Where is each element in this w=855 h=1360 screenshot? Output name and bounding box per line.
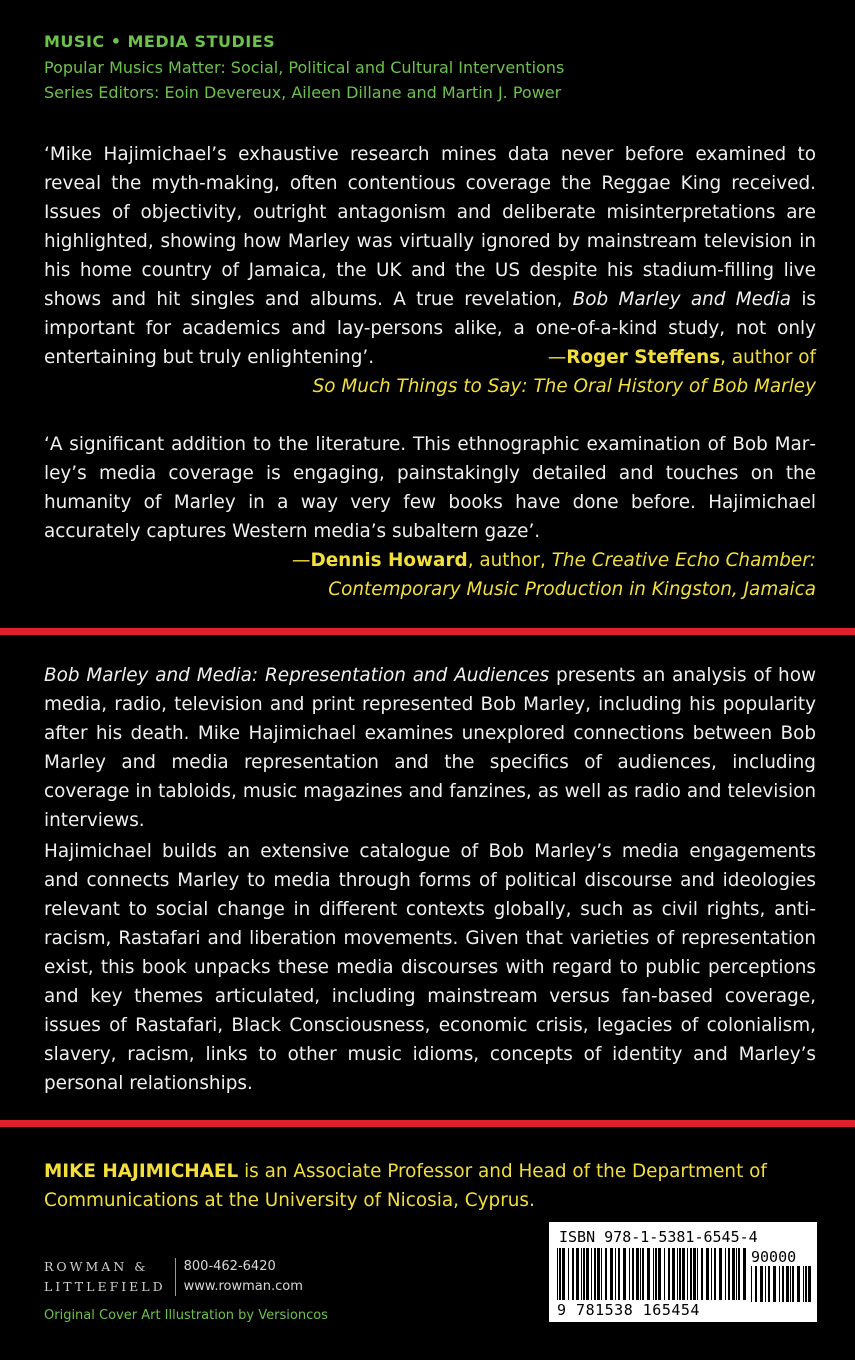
- ean-digits: 9 781538 165454: [557, 1301, 700, 1319]
- ean-barcode-bars: [557, 1248, 747, 1300]
- endorser-name: Dennis Howard: [310, 550, 468, 571]
- red-divider: [0, 628, 855, 635]
- series-header: [44, 32, 824, 105]
- description-paragraph-1: Bob Marley and Media: Representation and Audiences presents an analysis of how media, radio, television and print represented Bob Marley, including his popularity after his death. Mike Hajimichael examines unexplored connections between Bob Marley and media representation and the specifics of audiences, including coverage in tabloids, music magazines and fanzines, as well as radio and television interviews.: [44, 665, 816, 831]
- endorsement-howard: [44, 430, 816, 604]
- red-divider: [0, 1120, 855, 1127]
- endorsement-text: ‘Mike Hajimichael’s exhaustive research mines data never before examined to reveal the myth-making, often contentious coverage the Reggae King received. Issues of objectivity, outright antagonism and deliberate misinterpretations are highlighted, showing how Marley was virtually ignored by mainstream television in his home country of Jamaica, the UK and the US despite his stadium-filling live shows and hit singles and albums. A true revelation, Bob Marley and Media is important for academics and lay-persons alike, a one-of-a-kind study, not only entertaining but truly enlightening’.: [44, 144, 817, 368]
- publisher-contact: [184, 1257, 303, 1297]
- description-paragraph-2: Hajimichael builds an extensive catalogue of Bob Marley’s media engagements and connects Marley to media through forms of political discourse and ideologies relevant to social change in different contexts globally, such as civil rights, anti-racism, Rastafari and liberation movements. Given that varieties of representation exist, this book unpacks these media discourses with regard to public perceptions and key themes articulated, including mainstream versus fan-based coverage, issues of Rastafari, Black Consciousness, economic crisis, legacies of colonialism, slavery, racism, links to other music idioms, concepts of identity and Marley’s personal relationships.: [44, 841, 816, 1094]
- publisher-block: [44, 1256, 303, 1298]
- price-barcode-bars: [751, 1266, 811, 1302]
- price-code: 90000: [751, 1248, 797, 1266]
- publisher-logo: ROWMAN & LITTLEFIELD: [44, 1259, 166, 1294]
- cover-art-credit: Original Cover Art Illustration by Versioncos: [44, 1308, 328, 1323]
- endorser-name: Roger Steffens: [566, 347, 721, 368]
- isbn-text: ISBN 978-1-5381-6545-4: [559, 1228, 758, 1246]
- publisher-divider: [175, 1258, 176, 1296]
- publisher-phone: 800-462-6420: [183, 1259, 276, 1274]
- series-editors: Series Editors: Eoin Devereux, Aileen Dillane and Martin J. Power: [44, 83, 562, 102]
- endorsement-attribution: —Dennis Howard, author, The Creative Echo Chamber:: [292, 550, 816, 571]
- category-label: MUSIC • MEDIA STUDIES: [44, 32, 276, 51]
- publisher-website: www.rowman.com: [183, 1279, 303, 1294]
- endorsement-attribution: —Roger Steffens, author of: [547, 347, 816, 368]
- endorser-work: So Much Things to Say: The Oral History of Bob Marley: [312, 376, 816, 397]
- author-name: MIKE HAJIMICHAEL: [44, 1161, 239, 1182]
- author-bio: MIKE HAJIMICHAEL is an Associate Professor and Head of the Department of Communications at the University of Nicosia, Cyprus.: [44, 1161, 767, 1211]
- series-title: Popular Musics Matter: Social, Political and Cultural Interventions: [44, 58, 565, 77]
- endorsement-steffens: [44, 140, 816, 401]
- endorsement-text: ‘A significant addition to the literature. This ethnographic examination of Bob Marley’s media coverage is engaging, painstakingly detailed and touches on the humanity of Marley in a way very few books have done before. Hajimichael accurately captures Western media’s subaltern gaze’.: [44, 434, 816, 542]
- isbn-barcode: [549, 1222, 817, 1322]
- endorser-work: Contemporary Music Production in Kingston, Jamaica: [328, 579, 816, 600]
